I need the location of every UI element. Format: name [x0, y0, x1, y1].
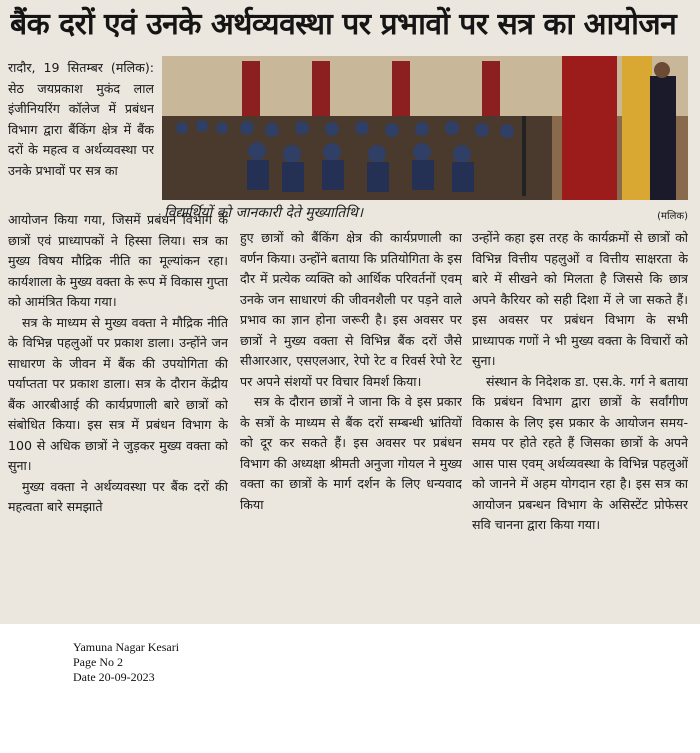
- column-3: [472, 228, 688, 618]
- classroom-photo: [162, 56, 688, 200]
- event-photo: [162, 56, 688, 200]
- clipping-footer: [73, 640, 179, 685]
- photo-credit: (मलिक): [657, 211, 688, 222]
- col1-paragraph-3: मुख्य वक्ता ने अर्थव्यवस्था पर बैंक दरों की महत्वता बारे समझाते: [8, 478, 228, 514]
- intro-paragraph: रादौर, 19 सितम्बर (मलिक): सेठ जयप्रकाश मुकंद लाल इंजीनियरिंग कॉलेज में प्रबंधन विभाग द्वारा बैंकिंग क्षेत्र में बैंक दरों के महत्व व अर्थव्यवस्था पर उनके प्रभावों पर सत्र का: [8, 60, 154, 178]
- page-number: Page No 2: [73, 655, 123, 669]
- headline: बैंक दरों एवं उनके अर्थव्यवस्था पर प्रभावों पर सत्र का आयोजन: [10, 7, 677, 42]
- col1-paragraph-2: सत्र के माध्यम से मुख्य वक्ता ने मौद्रिक नीति के विभिन्न पहलुओं पर प्रकाश डाला। उन्होंने जन साधारण के जीवन में बैंक की उपयोगिता की पर्याप्तता पर प्रकाश डाला। सत्र के दौरान केंद्रीय बैंक आरबीआई की कार्यप्रणाली बारे छात्रों को संबोधित किया। इस सत्र में प्रबंधन विभाग के 100 से अधिक छात्रों ने जुड़कर मुख्य वक्ता को सुना।: [8, 314, 228, 473]
- source-name: Yamuna Nagar Kesari: [73, 640, 180, 654]
- photo-caption: विद्यार्थियों को जानकारी देते मुख्यातिथि।: [164, 205, 364, 221]
- column-1: [8, 210, 228, 618]
- intro-column: [8, 58, 154, 208]
- column-2: [240, 228, 462, 618]
- col1-paragraph-1: आयोजन किया गया, जिसमें प्रबंधन विभाग के छात्रों एवं प्राध्यापकों ने हिस्सा लिया। सत्र का मुख्य विषय मौद्रिक नीति का मूल्यांकन रहा। कार्यशाला के मुख्य वक्ता के रूप में विकास गुप्ता को आमंत्रित किया गया।: [8, 212, 228, 309]
- col3-paragraph-1: उन्होंने कहा इस तरह के कार्यक्रमों से छात्रों को विभिन्न वित्तीय पहलुओं व वित्तीय साक्षरता के बारे में सीखने को मिलता है जिससे कि छात्र अपने कैरियर को सही दिशा में ले जा सकते हैं। इस अवसर पर प्रबंधन विभाग के सभी प्राध्यापक गणों ने भी मुख्य वक्ता के विचारों को सुना।: [472, 230, 688, 368]
- publication-date: Date 20-09-2023: [73, 670, 155, 684]
- col3-paragraph-2: संस्थान के निदेशक डा. एस.के. गर्ग ने बताया कि प्रबंधन विभाग द्वारा छात्रों के सर्वांगीण विकास के लिए इस प्रकार के आयोजन समय-समय पर होते रहते हैं जिसका छात्रों के अपने आस पास एवम् अर्थव्यवस्था के विभिन्न पहलुओं को जानने में अहम योगदान रहा है। इस सत्र का आयोजन प्रबन्धन विभाग के असिस्टेंट प्रोफेसर सवि चानना द्वारा किया गया।: [472, 373, 688, 532]
- col2-paragraph-2: सत्र के दौरान छात्रों ने जाना कि वे इस प्रकार के सत्रों के माध्यम से बैंक दरों सम्बन्धी भ्रांतियों को दूर कर सकते हैं। इस अवसर पर प्रबंधन विभाग की अध्यक्षा श्रीमती अनुजा गोयल ने मुख्य वक्ता का छात्रों के मार्ग दर्शन के लिए धन्यवाद किया: [240, 394, 462, 512]
- col2-paragraph-1: हुए छात्रों को बैंकिंग क्षेत्र की कार्यप्रणाली का वर्णन किया। उन्होंने बताया कि प्रतियोगिता के इस दौर में प्रत्येक व्यक्ति को आर्थिक परिवर्तनों एवम् उनके जन साधारणं की जीवनशैली पर पड़ने वाले प्रभाव का ज्ञान होना जरूरी है। इस अवसर पर छात्रों ने मुख्य वक्ता से विभिन्न बैंक दरों जैसे सीआरआर, एसएलआर, रेपो रेट व रिवर्स रेपो रेट पर अपने संशयों पर विचार विमर्श किया।: [240, 230, 462, 389]
